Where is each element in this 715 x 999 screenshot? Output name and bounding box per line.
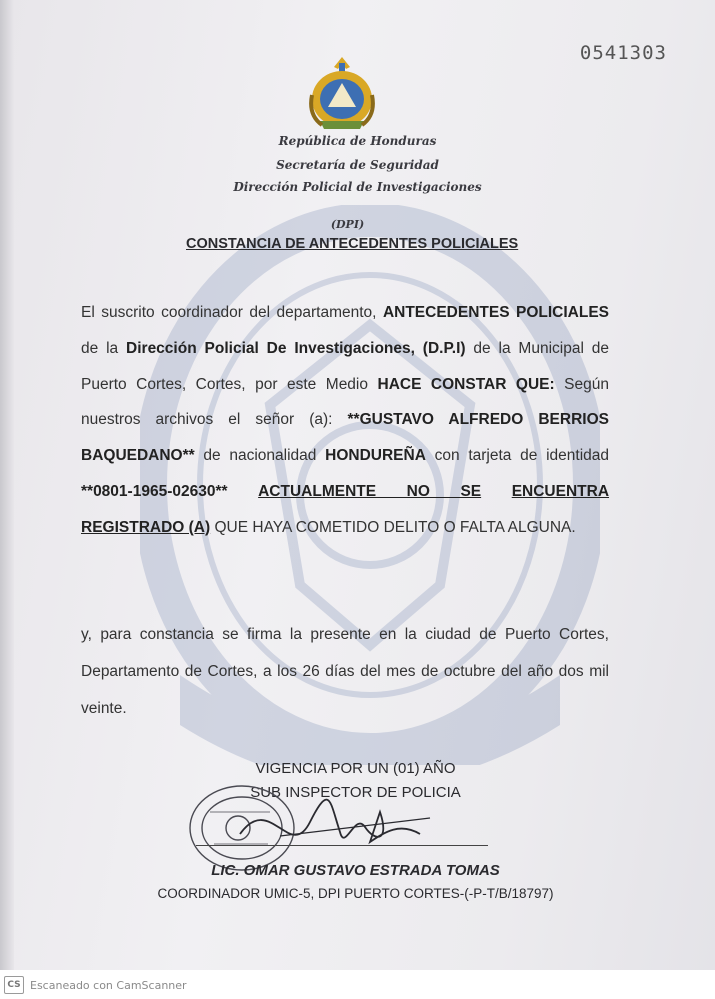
body-bold-id-number: **0801-1965-02630** [81, 482, 228, 500]
body-bold-certifies: HACE CONSTAR QUE: [377, 375, 555, 393]
body-text: de nacionalidad [194, 447, 326, 465]
body-bold-person-name: **GUSTAVO ALFREDO BERRIOS BAQUEDANO** [81, 411, 609, 465]
serial-number: 0541303 [579, 42, 667, 64]
body-text: de la Municipal de Puerto Cortes, Cortes, por este Medio [81, 339, 610, 393]
validity-line: VIGENCIA POR UN (01) AÑO [255, 760, 456, 777]
camscanner-footer [4, 976, 187, 994]
certificate-body [81, 295, 609, 546]
body-text: con tarjeta de identidad [425, 447, 609, 465]
body-text: QUE HAYA COMETIDO DELITO O FALTA ALGUNA. [210, 518, 576, 536]
body-text: Según nuestros archivos el señor (a): [81, 375, 609, 429]
header-directorate: Dirección Policial de Investigaciones [233, 180, 482, 194]
header-republic: República de Honduras [278, 134, 437, 148]
body-text [228, 483, 259, 500]
signer-title: COORDINADOR UMIC-5, DPI PUERTO CORTES-(-P-T/B/18797) [157, 886, 554, 901]
body-bold-department: ANTECEDENTES POLICIALES [382, 304, 609, 321]
body-status-part1: ACTUALMENTE NO SE [258, 482, 482, 500]
honduras-coat-of-arms-icon [306, 55, 378, 135]
header-secretariat: Secretaría de Seguridad [276, 158, 439, 172]
closing-paragraph: y, para constancia se firma la presente en la ciudad de Puerto Cortes, Departamento de Cortes, a los 26 días del mes de octubre del año dos mil veinte. [81, 626, 609, 717]
signer-name: LIC. OMAR GUSTAVO ESTRADA TOMAS [211, 862, 500, 879]
camscanner-logo-icon: CS [4, 976, 24, 994]
signature-line [196, 845, 488, 846]
signature-and-stamp [180, 772, 480, 872]
rank-line: SUB INSPECTOR DE POLICIA [250, 784, 461, 801]
header-dpi-abbr: (DPI) [330, 218, 365, 231]
body-text: de la [81, 339, 127, 357]
body-bold-directorate: Dirección Policial De Investigaciones, (D.P.I) [126, 339, 466, 357]
camscanner-label: Escaneado con CamScanner [30, 978, 187, 992]
body-text: El suscrito coordinador del departamento, [81, 304, 383, 321]
body-status-part2: ENCUENTRA REGISTRADO (A) [81, 482, 610, 536]
body-bold-nationality: HONDUREÑA [325, 447, 426, 465]
document-title: CONSTANCIA DE ANTECEDENTES POLICIALES [186, 236, 519, 252]
